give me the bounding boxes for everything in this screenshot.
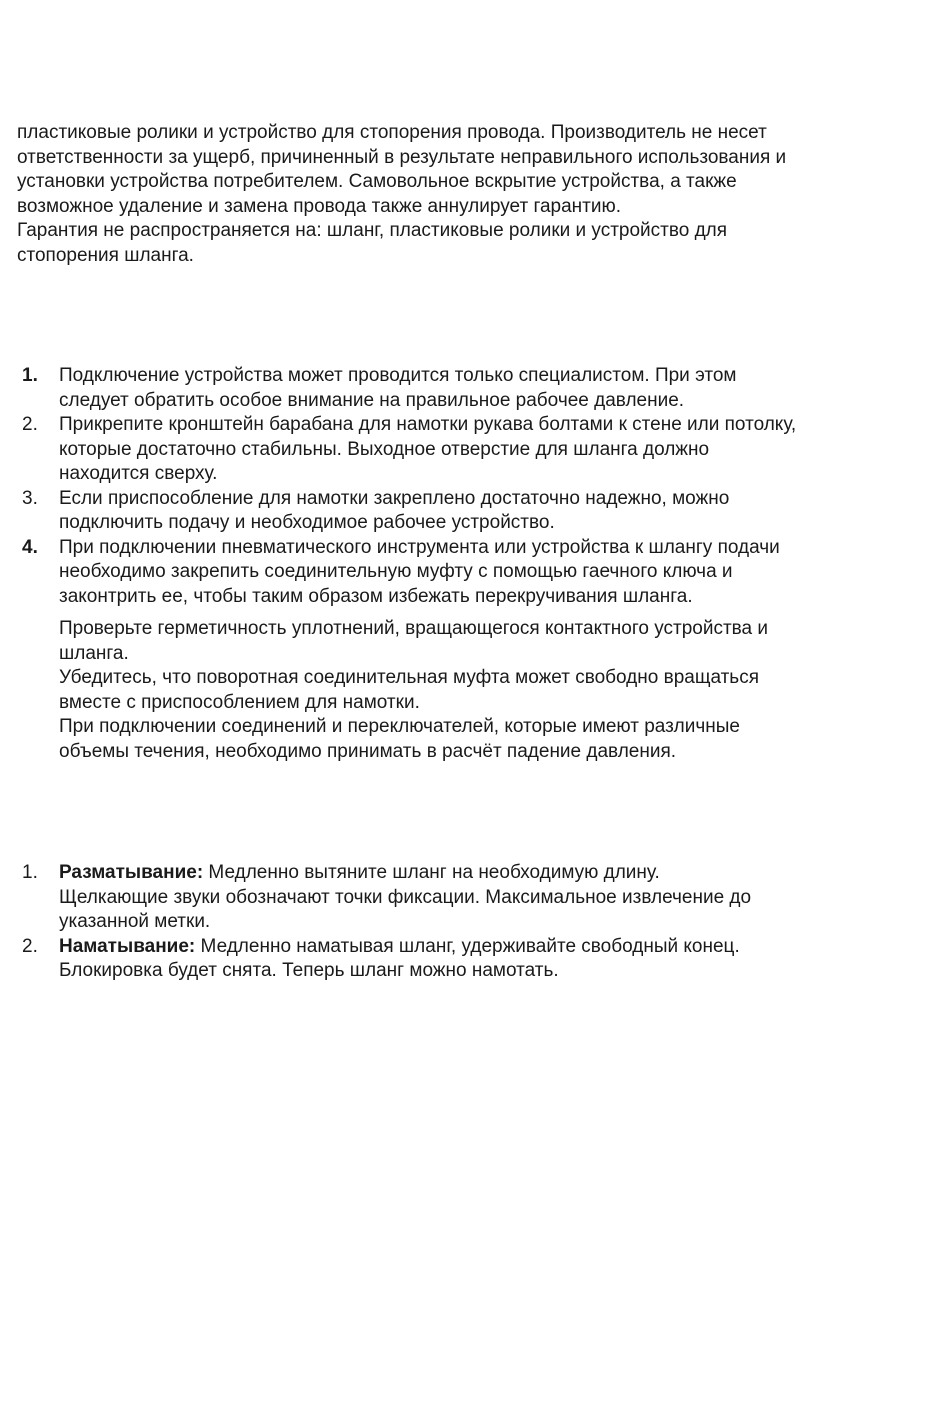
warranty-line: ответственности за ущерб, причиненный в результате неправильного использования и: [17, 146, 787, 168]
list-text: указанной метки.: [59, 911, 211, 932]
list-number: 3.: [22, 487, 38, 509]
list-text: Прикрепите кронштейн барабана для намотки рукава болтами к стене или потолку,: [59, 414, 797, 435]
list-text: Блокировка будет снята. Теперь шланг можно намотать.: [59, 960, 559, 981]
list-item: [22, 487, 922, 536]
list-text: [59, 861, 922, 886]
warranty-line: пластиковые ролики и устройство для стопорения провода. Производитель не несет: [17, 122, 767, 143]
list-text: находится сверху.: [59, 463, 218, 484]
list-text: которые достаточно стабильны. Выходное отверстие для шланга должно: [59, 438, 710, 460]
list-item: [22, 413, 922, 487]
list-number: 2.: [22, 414, 38, 435]
note-line: Убедитесь, что поворотная соединительная муфта может свободно вращаться: [59, 667, 759, 688]
list-text: необходимо закрепить соединительную муфту с помощью гаечного ключа и: [59, 561, 733, 582]
note-line: объемы течения, необходимо принимать в расчёт падение давления.: [59, 740, 677, 762]
list-item: [22, 536, 922, 610]
warranty-line: установки устройства потребителем. Самовольное вскрытие устройства, а также: [17, 171, 737, 192]
operation-list: [22, 861, 922, 984]
list-text: Щелкающие звуки обозначают точки фиксации. Максимальное извлечение до: [59, 886, 752, 908]
installation-list: [22, 364, 922, 609]
warranty-line: возможное удаление и замена провода также аннулирует гарантию.: [17, 195, 621, 217]
list-text: следует обратить особое внимание на правильное рабочее давление.: [59, 389, 685, 411]
list-text: подключить подачу и необходимое рабочее устройство.: [59, 512, 555, 533]
warranty-line: стопорения шланга.: [17, 244, 194, 266]
note-line: шланга.: [59, 642, 129, 664]
list-text: [59, 935, 922, 960]
list-number: 2.: [22, 935, 38, 957]
note-line: Проверьте герметичность уплотнений, вращающегося контактного устройства и: [59, 618, 769, 639]
list-text: Если приспособление для намотки закреплено достаточно надежно, можно: [59, 487, 730, 509]
term-description: Медленно вытяните шланг на необходимую длину.: [203, 862, 660, 883]
note-line: При подключении соединений и переключателей, которые имеют различные: [59, 716, 740, 737]
list-text: Подключение устройства может проводится только специалистом. При этом: [59, 365, 737, 386]
warranty-line: Гарантия не распространяется на: шланг, пластиковые ролики и устройство для: [17, 220, 728, 241]
list-text: законтрить ее, чтобы таким образом избежать перекручивания шланга.: [59, 585, 693, 607]
list-item: [22, 935, 922, 984]
term-label: Разматывание:: [59, 862, 204, 883]
installation-notes: [59, 617, 919, 764]
list-number: 1.: [22, 862, 38, 883]
list-number: 4.: [22, 536, 38, 558]
list-number: 1.: [22, 365, 38, 386]
list-item: [22, 364, 922, 413]
term-label: Наматывание:: [59, 935, 196, 957]
list-text: При подключении пневматического инструмента или устройства к шлангу подачи: [59, 536, 780, 558]
warranty-paragraph: [17, 121, 917, 268]
note-line: вместе с приспособлением для намотки.: [59, 691, 420, 713]
list-item: [22, 861, 922, 935]
term-description: Медленно наматывая шланг, удерживайте свободный конец.: [195, 935, 740, 957]
